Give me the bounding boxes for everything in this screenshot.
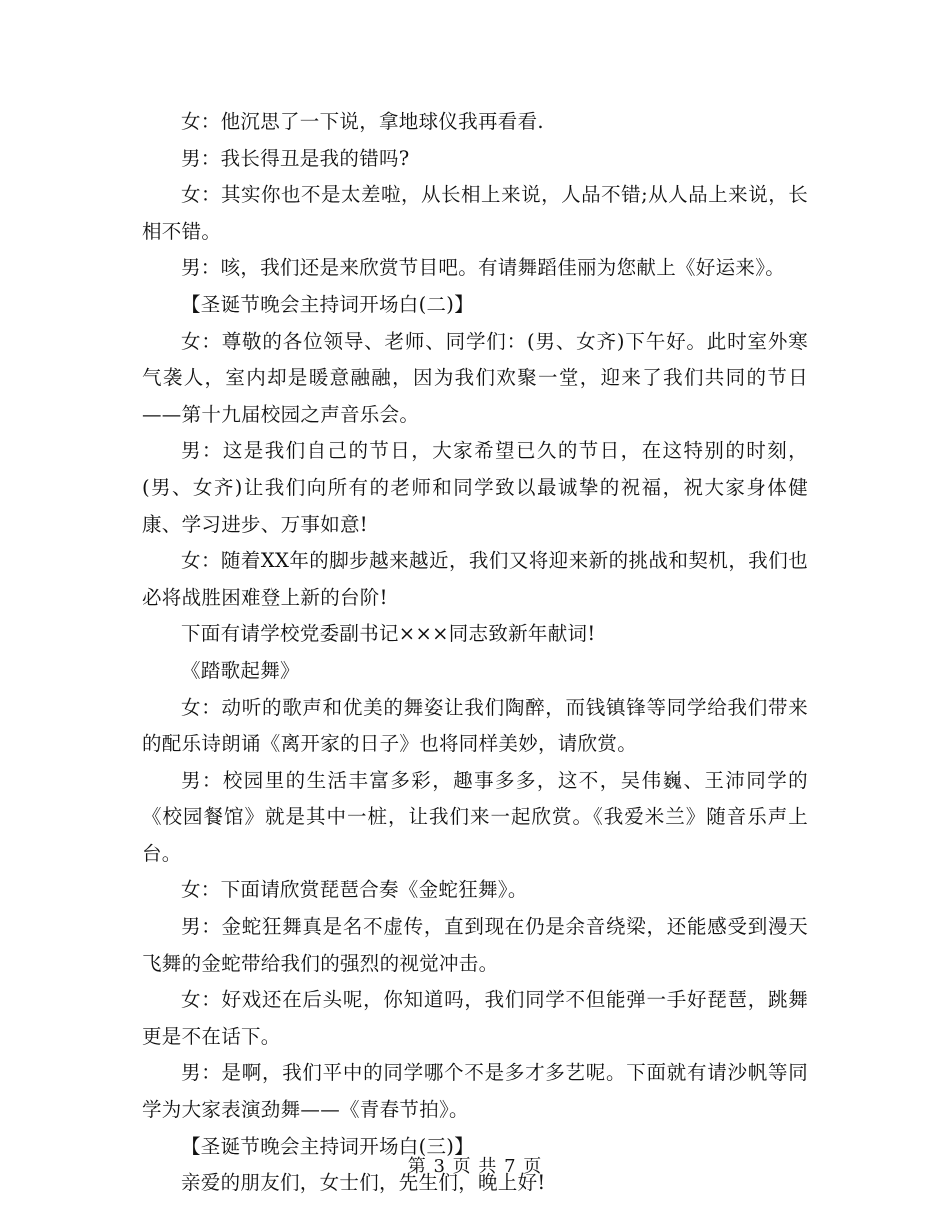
- section-heading: 【圣诞节晚会主持词开场白(二)】: [181, 292, 475, 316]
- paragraph: 女：其实你也不是太差啦，从长相上来说，人品不错;从人品上来说，长相不错。: [142, 183, 808, 243]
- paragraph: 女：他沉思了一下说，拿地球仪我再看看.: [181, 110, 544, 133]
- document-body: [142, 104, 808, 1202]
- paragraph: 亲爱的朋友们，女士们，先生们，晚上好!: [181, 1171, 546, 1195]
- paragraph: 女：好戏还在后头呢，你知道吗，我们同学不但能弹一手好琵琶，跳舞更是不在话下。: [142, 988, 808, 1048]
- paragraph: 女：随着XX年的脚步越来越近，我们又将迎来新的挑战和契机，我们也必将战胜困难登上新的台阶!: [142, 549, 808, 609]
- program-title: 《踏歌起舞》: [181, 658, 300, 682]
- paragraph: 女：下面请欣赏琵琶合奏《金蛇狂舞》。: [181, 878, 528, 902]
- paragraph: 男：这是我们自己的节日，大家希望已久的节日，在这特别的时刻，(男、女齐)让我们向所有的老师和同学致以最诚挚的祝福，祝大家身体健康、学习进步、万事如意!: [142, 439, 808, 536]
- paragraph: 下面有请学校党委副书记×××同志致新年献词!: [181, 622, 596, 646]
- paragraph: 男：我长得丑是我的错吗?: [181, 146, 410, 170]
- section-heading: 【圣诞节晚会主持词开场白(三)】: [181, 1134, 475, 1158]
- paragraph: 男：校园里的生活丰富多彩，趣事多多，这不，吴伟巍、王沛同学的《校园餐馆》就是其中一桩，让我们来一起欣赏。《我爱米兰》随音乐声上台。: [142, 768, 808, 865]
- paragraph: 男：金蛇狂舞真是名不虚传，直到现在仍是余音绕梁，还能感受到漫天飞舞的金蛇带给我们的强烈的视觉冲击。: [142, 915, 808, 975]
- paragraph: 女：尊敬的各位领导、老师、同学们：(男、女齐)下午好。此时室外寒气袭人，室内却是暖意融融，因为我们欢聚一堂，迎来了我们共同的节日——第十九届校园之声音乐会。: [142, 329, 808, 426]
- paragraph: 女：动听的歌声和优美的舞姿让我们陶醉，而钱镇锋等同学给我们带来的配乐诗朗诵《离开家的日子》也将同样美妙，请欣赏。: [142, 695, 808, 756]
- paragraph: 男：是啊，我们平中的同学哪个不是多才多艺呢。下面就有请沙帆等同学为大家表演劲舞——《青春节拍》。: [142, 1061, 808, 1122]
- paragraph: 男：咳，我们还是来欣赏节目吧。有请舞蹈佳丽为您献上《好运来》。: [181, 256, 786, 280]
- page-number-footer: 第 3 页 共 7 页: [407, 1156, 543, 1177]
